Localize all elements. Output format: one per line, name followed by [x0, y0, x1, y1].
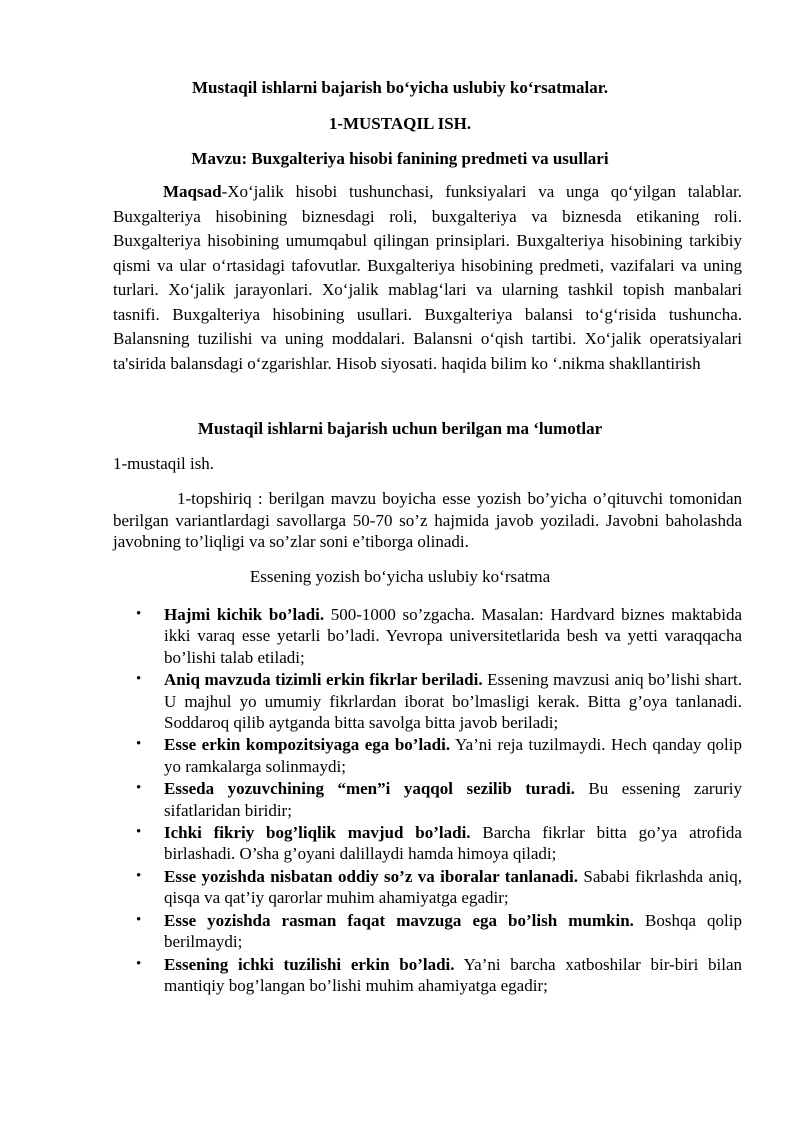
- guide-title: Essening yozish bo‘yicha uslubiy ko‘rsatma: [249, 567, 551, 586]
- list-item: • Aniq mavzuda tizimli erkin fikrlar beriladi. Essening mavzusi aniq bo’lishi shart. U majhul yo umumiy fikrlardan iborat bo’lmasligi kerak. Bitta g’oya tanlanadi. Soddaroq qilib aytganda bitta savolga bitta javob beriladi;: [136, 670, 742, 733]
- bullet-icon: •: [136, 780, 142, 797]
- bullet-icon: •: [136, 606, 142, 622]
- goal-label: Maqsad: [163, 182, 222, 201]
- work-label: 1-mustaqil ish.: [113, 454, 215, 473]
- goal-text: -Xo‘jalik hisobi tushunchasi, funksiyalari va unga qo‘yilgan talablar. Buxgalteriya hisobining biznesdagi roli, buxgalteriya va biznesda etikaning roli. Buxgalteriya hisobining umumqabul qilingan prinsiplari. Buxgalteriya hisobining tarkibiy qismi va ular o‘rtasidagi tafovutlar. Buxgalteriya hisobining predmeti, vazifalari va uning turlari. Xo‘jalik jarayonlari. Xo‘jalik mablag‘lari va ularning tashkil topish manbalari tasnifi. Buxgalteriya hisobining usullari. Buxgalteriya balansi to‘g‘risida tushuncha. Balansning tuzilishi va uning moddalari. Balansni o‘qish tartibi. Xo‘jalik operatsiyalari ta'sirida balansdagi o‘zgarishlar. Hisob siyosati. haqida bilim ko ‘.nikma shakllantirish: [113, 182, 742, 373]
- list-item: • Esse yozishda nisbatan oddiy so’z va iboralar tanlanadi. Sababi fikrlashda aniq, qisqa va qat’iy qarorlar muhim ahamiyatga egadir;: [136, 866, 742, 908]
- list-item: • Essening ichki tuzilishi erkin bo’ladi. Ya’ni barcha xatboshilar bir-biri bilan mantiqiy bog’langan bo’lishi muhim ahamiyatga egadir;: [136, 954, 742, 995]
- list-item: • Hajmi kichik bo’ladi. 500-1000 so’zgacha. Masalan: Hardvard biznes maktabida ikki varaq esse yetarli bo’ladi. Yevropa universitetlarida besh va yetti varaqqacha bo’lishi talab etiladi;: [136, 605, 742, 667]
- document-subtitle: 1-MUSTAQIL ISH.: [328, 114, 472, 133]
- list-item: • Esse yozishda rasman faqat mavzuga ega bo’lish mumkin. Boshqa qolip berilmaydi;: [136, 910, 742, 952]
- list-item: • Ichki fikriy bog’liqlik mavjud bo’ladi. Barcha fikrlar bitta go’ya atrofida birlashadi. O’sha g’oyani dalillaydi hamda himoya qiladi;: [136, 823, 742, 864]
- bullet-icon: •: [136, 911, 142, 928]
- document-topic: Mavzu: Buxgalteriya hisobi fanining predmeti va usullari: [191, 149, 609, 168]
- bullet-icon: •: [136, 955, 142, 972]
- list-item: • Esse erkin kompozitsiyaga ega bo’ladi. Ya’ni reja tuzilmaydi. Hech qanday qolip yo ramkalarga solinmaydi;: [136, 735, 742, 776]
- goal-paragraph: [113, 180, 742, 376]
- task-paragraph: 1-topshiriq : berilgan mavzu boyicha esse yozish bo’yicha o’qituvchi tomonidan berilgan variantlardagi savollarga 50-70 so’z hajmida javob yoziladi. Javobni baholashda javobning to’liqligi va so’zlar soni e’tiborga olinadi.: [113, 489, 742, 551]
- bullet-icon: •: [136, 824, 142, 841]
- list-item: • Esseda yozuvchining “men”i yaqqol sezilib turadi. Bu essening zaruriy sifatlaridan biridir;: [136, 779, 742, 820]
- section-heading: Mustaqil ishlarni bajarish uchun berilgan ma ‘lumotlar: [197, 419, 603, 438]
- document-title: Mustaqil ishlarni bajarish bo‘yicha uslubiy ko‘rsatmalar.: [192, 78, 608, 97]
- bullet-icon: •: [136, 867, 142, 884]
- guide-list: [0, 604, 800, 997]
- bullet-icon: •: [136, 671, 142, 688]
- bullet-icon: •: [136, 736, 142, 753]
